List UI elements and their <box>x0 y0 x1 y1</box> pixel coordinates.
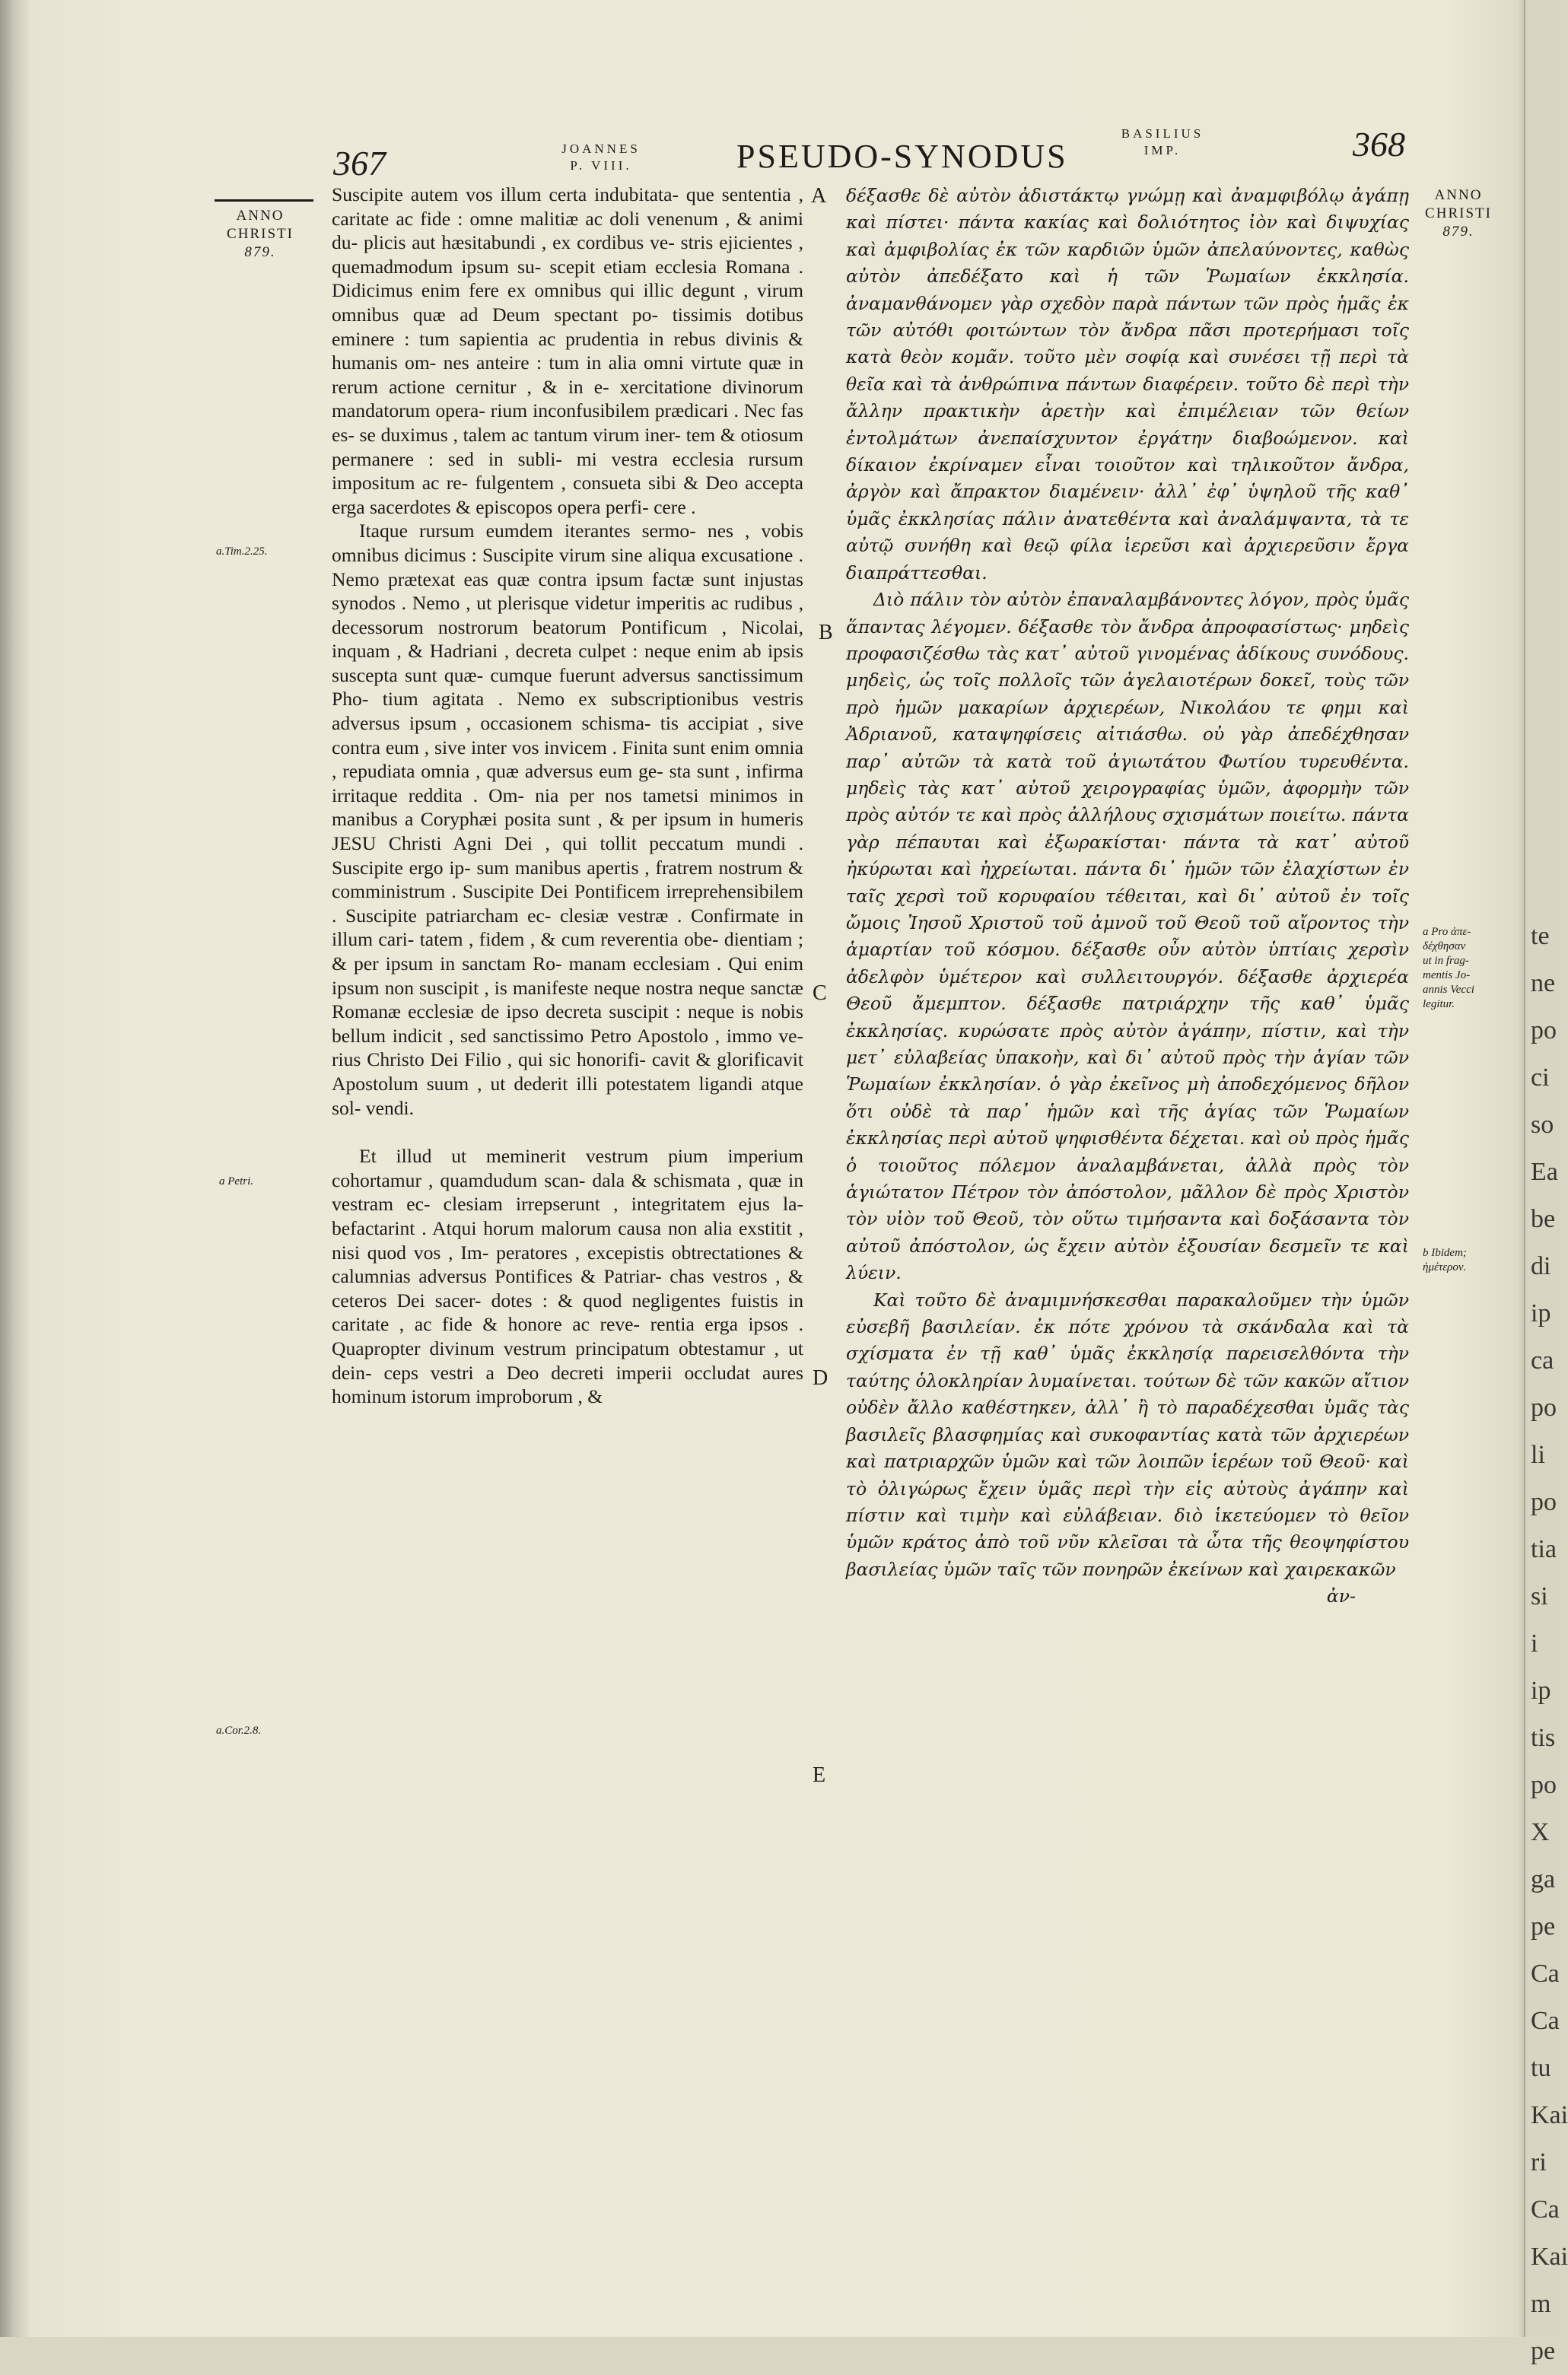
adjacent-page-fragment: di <box>1531 1252 1551 1280</box>
latin-paragraph-2: Itaque rursum eumdem iterantes sermo- nes , vobis omnibus dicimus : Suscipite virum sine aliqua excusatione . Nemo prætexat eas quæ contra ipsum factæ sunt injustas synodos . Nemo , ut plerisque videtur imperitis ac rudibus , decessorum nostrorum beatorum Pontificum , Nicolai, inquam , & Hadriani , decreta culpet : neque enim ab ipsis suscepta sunt quæ- cumque fuerunt adversus sanctissimum Pho- tium agitata . Nemo ex subscriptionibus vestris adversus ipsum , occasionem schisma- tis accipiat , sive contra eum , sive inter vos invicem . Finita sunt enim omnia , repudiata omnia , quæ adversus eum ge- sta sunt , infirma irritaque reddita . Om- nia per nos tametsi minimos in manibus a Coryphæi posita sunt , & per ipsum in humeris JESU Christi Agni Dei , qui tollit peccatum mundi . Suscipite ergo ip- sum manibus apertis , fratrem nostrum & comministrum . Suscipite Dei Pontificem irreprehensibilem . Suscipite patriarcham ec- clesiæ vestræ . Confirmate in illum cari- tatem , fidem , & cum reverentia obe- dientiam ; & per ipsum in sanctam Ro- manam ecclesiam . Qui enim ipsum non suscipit , is manifeste neque nostra neque sanctæ Romanæ ecclesiæ de ipso decreta suscipit : neque is nobis bellum indicit , sed sanctissimo Petro Apostolo , immo ve- rius Christo Dei Filio , qui sic honorifi- cavit & glorificavit Apostolum suum , ut dederit illi potestatem ligandi atque sol- vendi. <box>332 520 803 1119</box>
margin-ref-petri: a Petri. <box>219 1175 253 1188</box>
adjacent-page-fragment: po <box>1531 1771 1557 1799</box>
adjacent-page-fragment: po <box>1531 1488 1557 1516</box>
footnote-a-line: ut in frag- <box>1423 955 1469 967</box>
header-pope-number: P. VIII. <box>570 158 632 173</box>
page-number-right: 368 <box>1353 125 1405 164</box>
footnote-a-line: annis Vecci <box>1423 984 1474 996</box>
header-emperor-name: BASILIUS <box>1121 126 1204 141</box>
footnote-b-line: b Ibidem; <box>1423 1247 1467 1259</box>
margin-rule-left <box>215 199 313 202</box>
christi-label: CHRISTI <box>1425 205 1492 221</box>
adjacent-page-fragment: so <box>1531 1111 1554 1139</box>
section-letter-c: C <box>813 981 827 1005</box>
latin-paragraph-3: Et illud ut meminerit vestrum pium imperium cohortamur , quamdudum scan- dala & schismata , quæ in vestram ec- clesiam irrepserunt , integritatem ejus la- befactarint . Atqui horum malorum causa non alia exstitit , nisi quod vos , Im- peratores , excepistis obtrectationes & calumnias adversus Pontifices & Patriar- chas vestros , & ceteros Dei sacer- dotes : & quod negligentes fuistis in caritate , ac fide & honore ac reve- rentia erga ipsos . Quapropter divinum vestrum principatum obtestamur , ut dein- ceps vestri a Deo decreti imperii occludat aures hominum istorum improborum , & <box>332 1145 803 1408</box>
header-emperor <box>1102 126 1223 159</box>
footnote-a-line: a Pro ἀπε- <box>1423 926 1471 938</box>
margin-ref-cor: a.Cor.2.8. <box>216 1725 262 1737</box>
year-label: 879. <box>1442 224 1474 240</box>
footnote-a-line: legitur. <box>1423 998 1455 1010</box>
anno-christi-left <box>207 207 313 262</box>
adjacent-page-fragment: Ca <box>1531 1960 1560 1988</box>
header-pope-name: JOANNES <box>561 141 641 156</box>
latin-column <box>332 183 803 1409</box>
adjacent-page-fragment: po <box>1531 1016 1557 1044</box>
footnote-a-line: mentis Jo- <box>1423 969 1471 981</box>
adjacent-page-text <box>1531 913 1568 2375</box>
adjacent-page-fragment: m <box>1531 2290 1551 2318</box>
anno-label: ANNO <box>236 208 285 224</box>
greek-paragraph-3: Καὶ τοῦτο δὲ ἀναμιμνήσκεσθαι παρακαλοῦμεν τὴν ὑμῶν εὐσεβῆ βασιλείαν. ἐκ πότε χρόνου τὰ σκάνδαλα καὶ τὰ σχίσματα ἐν τῇ καθ᾽ ὑμᾶς ἐκκλησίᾳ παρεισελθόντα τὴν ταύτης ὁλοκληρίαν λυμαίνεται. τούτων δὲ τῶν κακῶν αἴτιον οὐδὲν ἄλλο καθέστηκεν, ἀλλ᾽ ἢ τὸ παραδέχεσθαι ὑμᾶς τὰς βασιλεῖς βλασφημίας καὶ συκοφαντίας κατὰ τῶν ἀρχιερέων καὶ πατριαρχῶν ὑμῶν καὶ τῶν λοιπῶν ἱερέων τοῦ Θεοῦ· καὶ τὸ ὀλιγώρως ἔχειν ὑμᾶς περὶ τὴν εἰς αὐτοὺς ἀγάπην καὶ πίστιν καὶ τιμὴν καὶ εὐλάβειαν. διὸ ἱκετεύομεν τὸ θεῖον ὑμῶν κράτος ἀπὸ τοῦ νῦν κλεῖσαι τὰ ὦτα τῆς θεοψηφίστου βασιλείας ὑμῶν ταῖς τῶν πονηρῶν ἐκείνων καὶ χαιρεκακῶν <box>846 1289 1409 1580</box>
adjacent-page-fragment: i <box>1531 1629 1538 1658</box>
adjacent-page-fragment: ri <box>1531 2148 1547 2176</box>
adjacent-page-fragment: ip <box>1531 1299 1551 1327</box>
anno-label: ANNO <box>1434 187 1483 203</box>
adjacent-page-fragment: pe <box>1531 2337 1556 2365</box>
adjacent-page-fragment: X <box>1531 1818 1550 1846</box>
running-title: PSEUDO-SYNODUS <box>736 138 1068 175</box>
footnote-a-line: δέχθησαν <box>1423 940 1466 952</box>
section-letter-e: E <box>813 1763 826 1787</box>
adjacent-page-fragment: ci <box>1531 1064 1550 1092</box>
adjacent-page-fragment: ga <box>1531 1865 1556 1893</box>
christi-label: CHRISTI <box>227 226 294 242</box>
adjacent-page-fragment: tu <box>1531 2054 1551 2082</box>
adjacent-page-fragment: ip <box>1531 1677 1551 1705</box>
footnote-b <box>1423 1246 1506 1275</box>
footnote-a <box>1423 925 1506 1012</box>
adjacent-page-fragment: Ca <box>1531 2195 1560 2224</box>
header-pope <box>536 141 666 174</box>
footnote-b-line: ἡμέτερον. <box>1423 1261 1467 1273</box>
margin-ref-tim: a.Tim.2.25. <box>216 545 268 558</box>
adjacent-page-fragment: ne <box>1531 969 1556 997</box>
adjacent-page-fragment: Ca <box>1531 2007 1560 2035</box>
adjacent-page-fragment: ca <box>1531 1346 1554 1375</box>
section-letter-b: B <box>819 621 833 644</box>
adjacent-page-fragment: Ea <box>1531 1158 1558 1186</box>
adjacent-page-fragment: si <box>1531 1582 1548 1610</box>
greek-paragraph-2: Διὸ πάλιν τὸν αὐτὸν ἐπαναλαμβάνοντες λόγον, πρὸς ὑμᾶς ἅπαντας λέγομεν. δέξασθε τὸν ἄνδρα ἀπροφασίστως· μηδεὶς προφασιζέσθω τὰς κατ᾽ αὐτοῦ γινομένας ἀδίκους συνόδους. μηδεὶς, ὡς τοῖς πολλοῖς τῶν ἀγελαιοτέρων δοκεῖ, τοὺς τῶν πρὸ ἡμῶν μακαρίων ἀρχιερέων, Νικολάου τε φημι καὶ Ἀδριανοῦ, καταψηφίσεις αἰτιάσθω. οὐ γὰρ ἀπεδέχθησαν παρ᾽ αὐτῶν τὰ κατὰ τοῦ ἁγιωτάτου Φωτίου τυρευθέντα. μηδεὶς τὰς κατ᾽ αὐτοῦ χειρογραφίας ὑμῶν, ἀφορμὴν τῶν πρὸς αὐτόν τε καὶ πρὸς ἀλλήλους σχισμάτων ποιείτω. πάντα γὰρ πέπαυται καὶ ἐξωρακίσται· πάντα τὰ κατ᾽ αὐτοῦ ἠκύρωται καὶ ἠχρείωται. πάντα δι᾽ ἡμῶν τῶν ἐλαχίστων ἐν ταῖς χερσὶ τοῦ κορυφαίου τέθειται, καὶ δι᾽ αὐτοῦ ἐν τοῖς ὤμοις Ἰησοῦ Χριστοῦ τοῦ ἀμνοῦ τοῦ Θεοῦ τοῦ αἴροντος τὴν ἁμαρτίαν τοῦ κόσμου. δέξασθε οὖν αὐτὸν ὑπτίαις χερσὶν ἀδελφὸν ὑμέτερον καὶ συλλειτουργόν. δέξασθε ἀρχιερέα Θεοῦ ἄμεμπτον. δέξασθε πατριάρχην τῆς καθ᾽ ὑμᾶς ἐκκλησίας. κυρώσατε πρὸς αὐτὸν ἀγάπην, πίστιν, καὶ τὴν μετ᾽ εὐλαβείας ὑπακοὴν, καὶ δι᾽ αὐτοῦ πρὸς τὴν ἁγίαν τῶν Ῥωμαίων ἐκκλησίαν. ὁ γὰρ ἐκεῖνος μὴ ἀποδεχόμενος δῆλον ὅτι οὐδὲ τὰ παρ᾽ ἡμῶν καὶ τῆς ἁγίας τῶν Ῥωμαίων ἐκκλησίας περὶ αὐτοῦ ψηφισθέντα δέχεται. καὶ οὐ πρὸς ἡμᾶς ὁ τοιοῦτος πόλεμον ἀναλαμβάνεται, ἀλλὰ πρὸς τὸν ἁγιώτατον Πέτρον τὸν ἀπόστολον, μᾶλλον δὲ πρὸς Χριστὸν τὸν υἱὸν τοῦ Θεοῦ, τὸν οὕτω τιμήσαντα καὶ δοξάσαντα τὸν αὐτοῦ ἀπόστολον, ὡς ἔχειν αὐτὸν ἐξουσίαν δεσμεῖν τε καὶ λύειν. <box>846 589 1409 1284</box>
adjacent-page-fragment: Kai <box>1531 2101 1568 2129</box>
adjacent-page-fragment: te <box>1531 922 1550 950</box>
page-number-left: 367 <box>333 144 386 183</box>
latin-paragraph-1: Suscipite autem vos illum certa indubitata- que sententia , caritate ac fide : omne malitiæ ac doli venenum , & animi du- plicis aut hæsitabundi , ex cordibus ve- stris ejicientes , quemadmodum ipsum su- scepit etiam ecclesia Romana . Didicimus enim fere ex omnibus qui illic degunt , virum omnibus quæ ad Deum spectant po- tissimis dotibus eminere : tum sapientia ac prudentia in rebus divinis & humanis om- nes anteire : tum in alia omni virtute quæ in rerum actione cernitur , & in e- xercitatione divinorum mandatorum opera- rium inconfusibilem prædicari . Nec fas es- se duximus , talem ac tantum virum iner- tem & otiosum permanere : sed in subli- mi vestra ecclesia rursum impositum ac re- fulgentem , consueta sibi & Deo accepta erga sacerdotes & episcopos opera perfi- cere . <box>332 183 803 518</box>
adjacent-page-fragment: li <box>1531 1441 1545 1469</box>
adjacent-page-fragment: be <box>1531 1205 1556 1233</box>
adjacent-page-fragment: tis <box>1531 1724 1556 1752</box>
greek-paragraph-1: δέξασθε δὲ αὐτὸν ἀδιστάκτῳ γνώμῃ καὶ ἀναμφιβόλῳ ἀγάπῃ καὶ πίστει· πάντα κακίας καὶ δολιότητος ἰὸν καὶ διψυχίας καὶ ἀμφιβολίας ἐκ τῶν καρδιῶν ὑμῶν ἀπελαύνοντες, καθὼς αὐτὸν ἀπεδέξατο καὶ ἡ τῶν Ῥωμαίων ἐκκλησία. ἀναμανθάνομεν γὰρ σχεδὸν παρὰ πάντων τῶν πρὸς ἡμᾶς ἐκ τῶν αὐτόθι φοιτώντων τὸν ἄνδρα πᾶσι προτερήμασι τοῖς κατὰ θεὸν κομᾶν. τοῦτο μὲν σοφίᾳ καὶ συνέσει τῇ περὶ τὰ θεῖα καὶ τὰ ἀνθρώπινα πάντων διαφέρειν. τοῦτο δὲ περὶ τὴν ἄλλην πρακτικὴν ἀρετὴν καὶ ἐπιμέλειαν τῶν θείων ἐντολμάτων ἀνεπαίσχυντον ἐργάτην διαβοώμενον. καὶ δίκαιον ἐκρίναμεν εἶναι τοιοῦτον καὶ τηλικοῦτον ἄνδρα, ἀργὸν καὶ ἄπρακτον διαμένειν· ἀλλ᾽ ἐφ᾽ ὑψηλοῦ τῆς καθ᾽ ὑμᾶς ἐκκλησίας πάλιν ἀνατεθέντα καὶ ἀναλάμψαντα, τὰ τε αὐτῷ συνήθη καὶ θεῷ φίλα ἱερεῦσι καὶ ἀρχιερεῦσιν ἔργα διαπράττεσθαι. <box>846 185 1409 583</box>
catchword: ἀν- <box>1326 1585 1356 1607</box>
adjacent-page-fragment: pe <box>1531 1912 1556 1941</box>
header-emperor-title: IMP. <box>1143 143 1182 157</box>
adjacent-page-fragment: tia <box>1531 1535 1557 1563</box>
anno-christi-right <box>1417 186 1500 241</box>
adjacent-page-fragment: po <box>1531 1394 1557 1422</box>
section-letter-a: A <box>811 184 827 208</box>
year-label: 879. <box>244 244 276 260</box>
greek-column <box>846 183 1409 1610</box>
adjacent-page-fragment: Kai <box>1531 2243 1568 2271</box>
section-letter-d: D <box>813 1366 829 1390</box>
